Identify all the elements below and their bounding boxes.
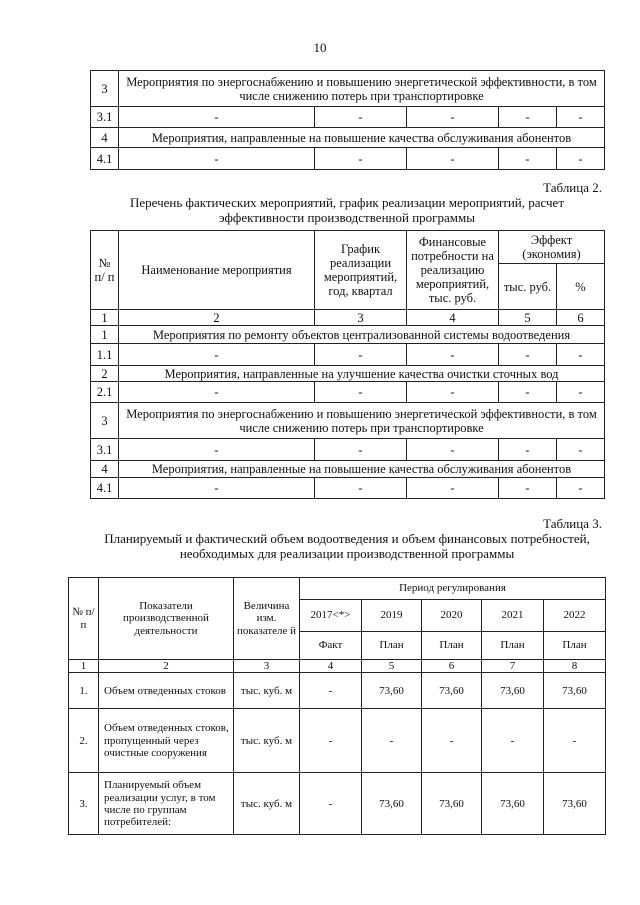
index-cell: 6 [422, 660, 482, 673]
row-unit: тыс. куб. м [234, 773, 300, 835]
index-cell: 3 [234, 660, 300, 673]
cell: - [407, 344, 499, 366]
row-title: Мероприятия по ремонту объектов централизованной системы водоотведения [119, 326, 605, 344]
table-row [91, 128, 605, 148]
table-row [69, 773, 606, 835]
cell: - [557, 107, 605, 128]
cell: - [300, 773, 362, 835]
cell: - [557, 478, 605, 499]
header-kind: План [362, 632, 422, 660]
table-header-row [69, 578, 606, 600]
table-row [69, 709, 606, 773]
row-name: Объем отведенных стоков, пропущенный через очистные сооружения [99, 709, 234, 773]
index-cell: 1 [69, 660, 99, 673]
table-row [91, 478, 605, 499]
row-number: 4.1 [91, 478, 119, 499]
header-num: № п/п [69, 578, 99, 660]
cell: - [499, 107, 557, 128]
header-year: 2020 [422, 600, 482, 632]
table-continuation [90, 70, 605, 170]
header-effect: Эффект (экономия) [499, 231, 605, 264]
table-row [91, 326, 605, 344]
table-row [69, 673, 606, 709]
table-row [91, 439, 605, 461]
row-title: Мероприятия, направленные на повышение качества обслуживания абонентов [119, 128, 605, 148]
row-title: Мероприятия по энергоснабжению и повышению энергетической эффективности, в том числе снижению потерь при транспортировке [119, 403, 605, 439]
index-cell: 8 [544, 660, 606, 673]
cell: 73,60 [422, 673, 482, 709]
cell: - [315, 478, 407, 499]
row-number: 4.1 [91, 148, 119, 170]
row-name: Планируемый объем реализации услуг, в том числе по группам потребителей: [99, 773, 234, 835]
row-number: 3.1 [91, 107, 119, 128]
cell: - [407, 478, 499, 499]
cell: - [315, 148, 407, 170]
cell: - [315, 344, 407, 366]
cell: - [499, 148, 557, 170]
header-year: 2021 [482, 600, 544, 632]
header-num: № п/ п [91, 231, 119, 310]
cell: - [557, 439, 605, 461]
row-number: 1 [91, 326, 119, 344]
cell: - [315, 107, 407, 128]
row-number: 3.1 [91, 439, 119, 461]
row-title: Мероприятия, направленные на улучшение качества очистки сточных вод [119, 366, 605, 382]
row-title: Мероприятия по энергоснабжению и повышению энергетической эффективности, в том числе снижению потерь при транспортировке [119, 71, 605, 107]
page-number: 10 [313, 40, 327, 55]
header-indicators: Показатели производственной деятельности [99, 578, 234, 660]
cell: 73,60 [422, 773, 482, 835]
table3-title: Планируемый и фактический объем водоотведения и объем финансовых потребностей, необходимых для реализации производственной программы [104, 531, 590, 561]
row-number: 1.1 [91, 344, 119, 366]
row-number: 2.1 [91, 382, 119, 403]
table-row [91, 344, 605, 366]
cell: - [499, 478, 557, 499]
row-number: 1. [69, 673, 99, 709]
index-cell: 4 [407, 310, 499, 326]
cell: - [119, 382, 315, 403]
header-schedule: График реализации мероприятий, год, квартал [315, 231, 407, 310]
table-index-row [69, 660, 606, 673]
header-year: 2022 [544, 600, 606, 632]
row-unit: тыс. куб. м [234, 709, 300, 773]
header-kind: Факт [300, 632, 362, 660]
table-index-row [91, 310, 605, 326]
row-number: 2. [69, 709, 99, 773]
cell: 73,60 [362, 673, 422, 709]
header-effect-rub: тыс. руб. [499, 264, 557, 310]
cell: - [407, 439, 499, 461]
index-cell: 5 [362, 660, 422, 673]
cell: 73,60 [482, 673, 544, 709]
cell: - [300, 709, 362, 773]
table2 [90, 230, 605, 499]
cell: - [482, 709, 544, 773]
cell: 73,60 [362, 773, 422, 835]
cell: - [119, 344, 315, 366]
index-cell: 2 [99, 660, 234, 673]
cell: - [499, 382, 557, 403]
header-year: 2017<*> [300, 600, 362, 632]
cell: - [119, 478, 315, 499]
table-row [91, 148, 605, 170]
header-unit: Величина изм. показателе й [234, 578, 300, 660]
cell: - [499, 344, 557, 366]
cell: - [557, 148, 605, 170]
index-cell: 1 [91, 310, 119, 326]
cell: 73,60 [482, 773, 544, 835]
header-finance: Финансовые потребности на реализацию мероприятий, тыс. руб. [407, 231, 499, 310]
table2-label: Таблица 2. [543, 180, 602, 195]
header-kind: План [544, 632, 606, 660]
row-unit: тыс. куб. м [234, 673, 300, 709]
table3-label: Таблица 3. [543, 516, 602, 531]
row-number: 3 [91, 71, 119, 107]
cell: - [407, 107, 499, 128]
row-number: 3 [91, 403, 119, 439]
row-number: 4 [91, 461, 119, 478]
cell: - [315, 439, 407, 461]
row-number: 2 [91, 366, 119, 382]
cell: - [422, 709, 482, 773]
index-cell: 5 [499, 310, 557, 326]
header-kind: План [482, 632, 544, 660]
header-name: Наименование мероприятия [119, 231, 315, 310]
cell: - [300, 673, 362, 709]
header-kind: План [422, 632, 482, 660]
cell: - [407, 148, 499, 170]
table-row [91, 366, 605, 382]
cell: - [119, 107, 315, 128]
cell: 73,60 [544, 673, 606, 709]
cell: - [362, 709, 422, 773]
header-year: 2019 [362, 600, 422, 632]
table-row [91, 403, 605, 439]
table3 [68, 577, 606, 835]
cell: - [315, 382, 407, 403]
row-name: Объем отведенных стоков [99, 673, 234, 709]
header-effect-pct: % [557, 264, 605, 310]
index-cell: 2 [119, 310, 315, 326]
cell: - [499, 439, 557, 461]
row-number: 3. [69, 773, 99, 835]
cell: - [544, 709, 606, 773]
index-cell: 6 [557, 310, 605, 326]
index-cell: 7 [482, 660, 544, 673]
row-number: 4 [91, 128, 119, 148]
cell: 73,60 [544, 773, 606, 835]
cell: - [119, 439, 315, 461]
table-row [91, 107, 605, 128]
table-row [91, 71, 605, 107]
table-row [91, 461, 605, 478]
index-cell: 3 [315, 310, 407, 326]
header-period: Период регулирования [300, 578, 606, 600]
table-row [91, 382, 605, 403]
table-header-row [91, 231, 605, 264]
row-title: Мероприятия, направленные на повышение качества обслуживания абонентов [119, 461, 605, 478]
table2-title: Перечень фактических мероприятий, график реализации мероприятий, расчет эффективности производственной программы [129, 195, 565, 225]
cell: - [119, 148, 315, 170]
cell: - [557, 382, 605, 403]
cell: - [407, 382, 499, 403]
index-cell: 4 [300, 660, 362, 673]
cell: - [557, 344, 605, 366]
